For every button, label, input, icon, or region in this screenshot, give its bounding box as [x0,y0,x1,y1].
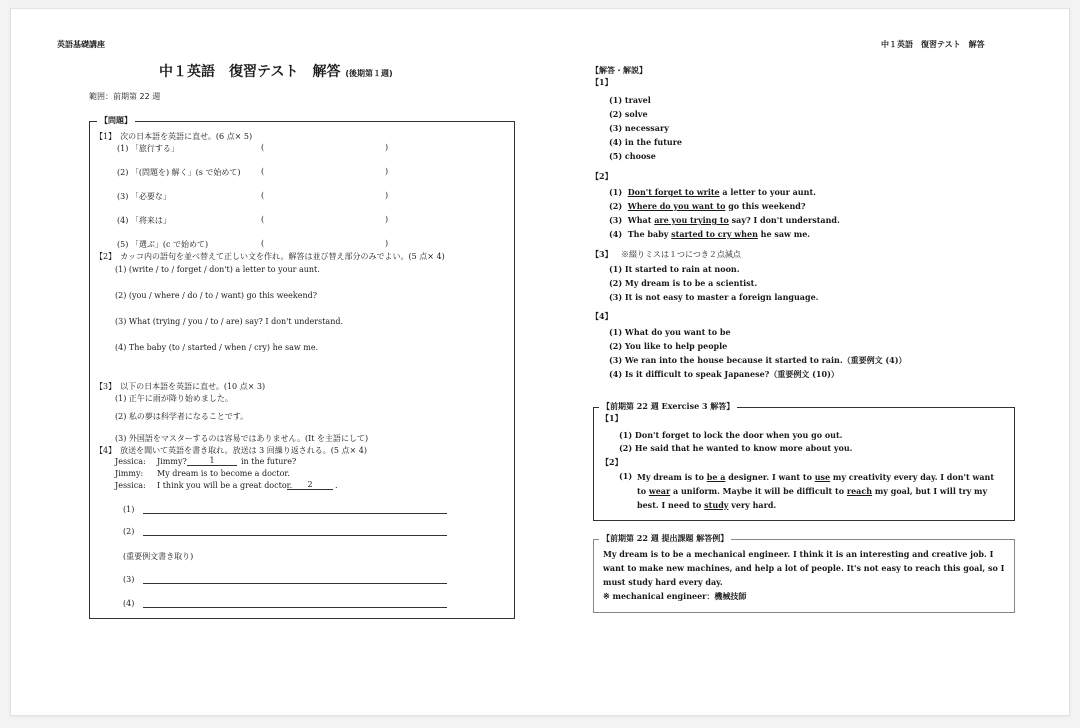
exercise-part-label: 【2】 [601,457,623,467]
blank-1: 1 [187,456,237,466]
a3-item: (1) It started to rain at noon. [609,264,740,274]
a2-label: 【2】 [591,171,613,181]
range-label: 範囲：前期第 22 週 [89,92,161,101]
q1-item: (4) 「将来は」 [117,216,171,225]
q1-item: (3) 「必要な」 [117,192,171,201]
exercise-part-label: 【1】 [601,413,623,423]
header-right-label: 中１英語 復習テスト 解答 [881,40,985,49]
answer-line-number: (4) [123,599,135,608]
a4-item: (4) Is it difficult to speak Japanese?（重要例文 (10)） [609,369,839,379]
title-week: (後期第１週) [345,69,393,78]
q3-item: (3) 外国語をマスターするのは容易ではありません。(It を主語にして) [115,434,369,443]
a1-item: (4) in the future [609,137,683,147]
exercise-paragraph: My dream is to be a designer. I want to use my creativity every day. I don't want to wear a uniform. Maybe it will be difficult to reach my goal, but I will try my best. I need to study very hard. [637,472,995,510]
a3-note: ※綴りミスは１つにつき２点減点 [621,250,741,259]
header-left-label: 英語基礎講座 [57,40,105,49]
q2-heading: 【2】 カッコ内の語句を並べ替えて正しい文を作れ。解答は並び替え部分のみでよい。(5 点× 4) [95,252,445,261]
answer-line-number: (1) [123,505,135,514]
a1-label: 【1】 [591,77,613,87]
q2-item: (4) The baby (to / started / when / cry) he saw me. [115,343,319,352]
answers-heading: 【解答・解説】 [591,66,647,75]
exercise-box-label: 【前期第 22 週 Exercise 3 解答】 [599,401,737,412]
q4-heading: 【4】 放送を聞いて英語を書き取れ。放送は 3 回繰り返される。(5 点× 4) [95,446,367,455]
a2-item: (4) The baby started to cry when he saw me. [609,229,811,239]
q3-heading: 【3】 以下の日本語を英語に直せ。(10 点× 3) [95,382,266,391]
q1-item: (5) 「選ぶ」(c で始めて) [117,240,209,249]
q3-item: (2) 私の夢は科学者になることです。 [115,412,249,421]
a4-item: (2) You like to help people [609,341,728,351]
q1-heading: 【1】 次の日本語を英語に直せ。(6 点× 5) [95,132,253,141]
a2-item: (2) Where do you want to go this weekend? [609,201,806,211]
answer-line [143,513,447,514]
dialogue-speaker: Jessica: [115,457,146,466]
dialogue-speaker: Jessica: [115,481,146,490]
a1-item: (1) travel [609,95,651,105]
exercise-item: (1) Don't forget to lock the door when you go out. [619,430,843,440]
answer-line-number: (2) [123,527,135,536]
a1-item: (3) necessary [609,123,669,133]
answer-line-number: (3) [123,575,135,584]
a3-item: (2) My dream is to be a scientist. [609,278,758,288]
a2-item: (1) Don't forget to write a letter to your aunt. [609,187,816,197]
answer-line [143,607,447,608]
document-page: 英語基礎講座 中１英語 復習テスト 解答 中１英語 復習テスト 解答 (後期第１週) 範囲：前期第 22 週 【問題】 【1】 次の日本語を英語に直せ。(6 点× 5) (1) 「旅行する」 ( ) (2) 「(問題を) 解く」(s で始めて) ( ) (3) 「必要な」 ( ) (4) 「将来は」 ( ) (5) 「選ぶ」(c で始めて) ( ) 【2】 カッコ内の語句を並べ替えて正しい文を作れ。解答は並び替え部分のみでよい。(5 点× 4) (1) (write / to / forget / don't) a letter to your aunt. (2) (you / where / do / to / want) go this weekend? (3) What (trying / you / to / are) say? I don't understand. (4) The baby (to / started / when / cry) he saw me. 【3】 以下の日本語を英語に直せ。(10 点× 3) (1) 正午に雨が降り始めました。 (2) 私の夢は科学者になることです。 (3) 外国語をマスターするのは容易ではありません。(It を主語にして) 【4】 放送を聞いて英語を書き取れ。放送は 3 回繰り返される。(5 点× 4) Jessica: Jimmy? 1 in the future? Jimmy: My dream is to become a doctor. Jessica: I think you will be a great doctor. 2 . (1) (2) (重要例文書き取り) (3) (4) 【解答・解説】 【1】 (1) travel (2) solve (3) necessary (4) in the future (5) choose 【2】 (1) Don't forget to write a letter to your aunt. (2) Where do you want to go this weekend? (3) What are you trying to say? I don't understand. (4) The baby started to cry when he saw me. 【3】 ※綴りミスは１つにつき２点減点 (1) It started to rain at noon. (2) My dream is to be a scientist. (3) It is not easy to master a foreign language. 【4】 (1) What do you want to be (2) You like to help people (3) We ran into the house because it started to rain.（重要例文 (4)） (4) Is it difficult to speak Japanese?（重要例文 (10)） 【前期第 22 週 Exercise 3 解答】 【1】 (1) Don't forget to lock the door when you go out. (2) He said that he wanted to know more about you. 【2】 (1) My dream is to be a designer. I want to use my creativity every day. I don't want to wear a uniform. Maybe it will be difficult to reach my goal, but I will try my best. I need to study very hard. 【前期第 22 週 提出課題 解答例】 My dream is to be a mechanical engineer. I think it is an interesting and creative job. I want to make new machines, and help a lot of people. It's not easy to reach this goal, so I must study hard every day. ※ mechanical engineer：機械技師 [10,8,1070,716]
q2-item: (1) (write / to / forget / don't) a letter to your aunt. [115,265,320,274]
task-paragraph: My dream is to be a mechanical engineer. I think it is an interesting and creative job. I want to make new machines, and help a lot of people. It's not easy to reach this goal, so I must study hard every day. [603,549,1005,587]
dialogue-speaker: Jimmy: [115,469,144,478]
q1-item: (2) 「(問題を) 解く」(s で始めて) [117,168,241,177]
blank-2: 2 [287,480,333,490]
a3-label: 【3】 [591,249,613,259]
task-box-label: 【前期第 22 週 提出課題 解答例】 [599,533,731,544]
a2-item: (3) What are you trying to say? I don't understand. [609,215,840,225]
q3-item: (1) 正午に雨が降り始めました。 [115,394,233,403]
q2-item: (2) (you / where / do / to / want) go this weekend? [115,291,318,300]
a1-item: (5) choose [609,151,656,161]
a4-item: (1) What do you want to be [609,327,731,337]
q2-item: (3) What (trying / you / to / are) say? I don't understand. [115,317,344,326]
question-box-label: 【問題】 [97,115,135,126]
page-title: 中１英語 復習テスト 解答 (後期第１週) [159,64,393,80]
answer-line [143,535,447,536]
a4-label: 【4】 [591,311,613,321]
answer-line [143,583,447,584]
a1-item: (2) solve [609,109,648,119]
task-note: ※ mechanical engineer：機械技師 [603,591,747,601]
a3-item: (3) It is not easy to master a foreign language. [609,292,819,302]
dictation-note: (重要例文書き取り) [123,552,194,561]
exercise-item: (2) He said that he wanted to know more about you. [619,443,853,453]
q1-item: (1) 「旅行する」 [117,144,179,153]
a4-item: (3) We ran into the house because it started to rain.（重要例文 (4)） [609,355,907,365]
